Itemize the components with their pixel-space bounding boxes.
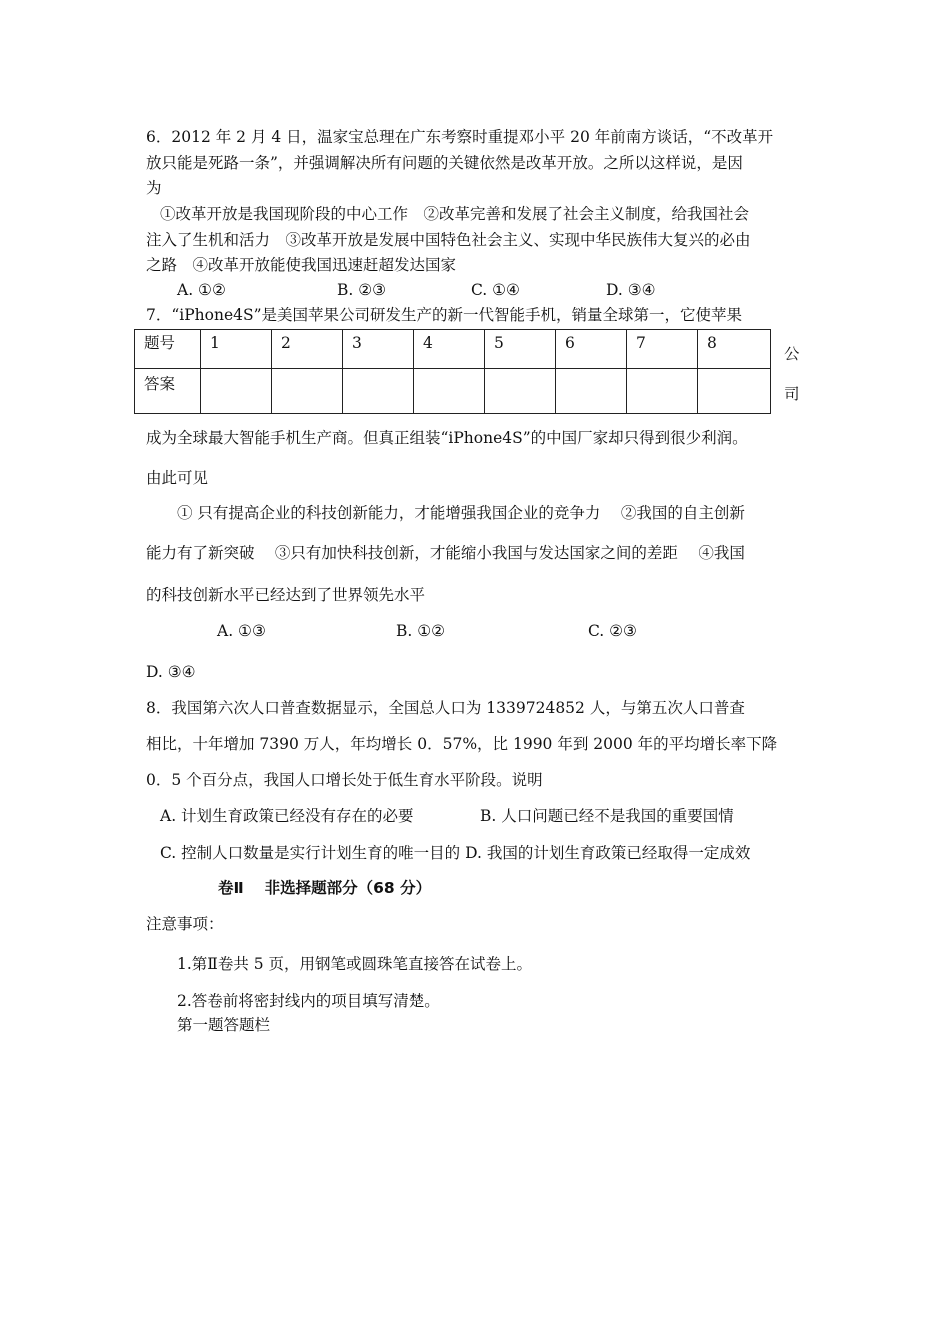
q7-statements-line-2: 能力有了新突破 ③只有加快科技创新，才能缩小我国与发达国家之间的差距 ④我国 [146, 544, 745, 562]
q8-option-a: A. 计划生育政策已经没有存在的必要 [160, 807, 414, 825]
question-number-cell: 4 [414, 330, 485, 369]
answer-label: 答案 [135, 369, 201, 414]
notes-heading: 注意事项： [146, 915, 224, 933]
answer-area-label: 第一题答题栏 [177, 1016, 271, 1034]
note-2: 2.答卷前将密封线内的项目填写清楚。 [177, 992, 440, 1010]
question-number-cell: 6 [556, 330, 627, 369]
q7-statements-line-1: ① 只有提高企业的科技创新能力，才能增强我国企业的竞争力 ②我国的自主创新 [177, 504, 745, 522]
question-number-cell: 7 [627, 330, 698, 369]
question-number-cell: 8 [698, 330, 771, 369]
q8-option-cd: C. 控制人口数量是实行计划生育的唯一目的 D. 我国的计划生育政策已经取得一定成效 [160, 844, 751, 862]
q6-statements-line-3: 之路 ④改革开放能使我国迅速赶超发达国家 [146, 256, 457, 274]
q6-option-d: D. ③④ [606, 281, 656, 299]
q6-line-2: 放只能是死路一条”，并强调解决所有问题的关键依然是改革开放。之所以这样说，是因 [146, 154, 743, 172]
answer-cell[interactable] [343, 369, 414, 414]
q7-statements-line-3: 的科技创新水平已经达到了世界领先水平 [146, 586, 426, 604]
answer-cell[interactable] [414, 369, 485, 414]
question-number-cell: 5 [485, 330, 556, 369]
answer-cell[interactable] [556, 369, 627, 414]
q7-option-b: B. ①② [396, 622, 446, 640]
answer-table [134, 329, 771, 414]
question-number-label: 题号 [135, 330, 201, 369]
section-2-title: 卷Ⅱ 非选择题部分（68 分） [218, 879, 432, 897]
q8-line-3: 0．5 个百分点，我国人口增长处于低生育水平阶段。说明 [146, 771, 543, 789]
q6-line-1: 6．2012 年 2 月 4 日，温家宝总理在广东考察时重提邓小平 20 年前南方谈话，“不改革开 [146, 128, 774, 146]
q6-option-a: A. ①② [177, 281, 226, 299]
q6-option-b: B. ②③ [337, 281, 387, 299]
question-number-cell: 3 [343, 330, 414, 369]
q6-statements-line-2: 注入了生机和活力 ③改革开放是发展中国特色社会主义、实现中华民族伟大复兴的必由 [146, 231, 751, 249]
answer-table-number-row [135, 330, 771, 369]
question-number-cell: 2 [272, 330, 343, 369]
q7-option-a: A. ①③ [217, 622, 266, 640]
q6-statements-line-1: ①改革开放是我国现阶段的中心工作 ②改革完善和发展了社会主义制度，给我国社会 [160, 205, 750, 223]
q7-option-d: D. ③④ [146, 663, 196, 681]
answer-cell[interactable] [627, 369, 698, 414]
q7-option-c: C. ②③ [588, 622, 637, 640]
q7-line-1: 7．“iPhone4S”是美国苹果公司研发生产的新一代智能手机，销量全球第一，它使苹果 [146, 306, 743, 324]
answer-cell[interactable] [272, 369, 343, 414]
q7-overflow-char-2: 司 [784, 385, 800, 403]
answer-cell[interactable] [698, 369, 771, 414]
q8-line-2: 相比，十年增加 7390 万人，年均增长 0．57%，比 1990 年到 2000 年的平均增长率下降 [146, 735, 778, 753]
q8-line-1: 8．我国第六次人口普查数据显示，全国总人口为 1339724852 人，与第五次人口普查 [146, 699, 745, 717]
answer-table-answer-row [135, 369, 771, 414]
q6-line-3: 为 [146, 179, 162, 197]
answer-cell[interactable] [201, 369, 272, 414]
note-1: 1.第Ⅱ卷共 5 页，用钢笔或圆珠笔直接答在试卷上。 [177, 955, 533, 973]
question-number-cell: 1 [201, 330, 272, 369]
q7-line-2: 成为全球最大智能手机生产商。但真正组装“iPhone4S”的中国厂家却只得到很少利润。 [146, 429, 748, 447]
q7-overflow-char-1: 公 [784, 345, 800, 363]
q7-line-3: 由此可见 [146, 469, 209, 487]
q8-option-b: B. 人口问题已经不是我国的重要国情 [480, 807, 734, 825]
q6-option-c: C. ①④ [471, 281, 520, 299]
answer-cell[interactable] [485, 369, 556, 414]
